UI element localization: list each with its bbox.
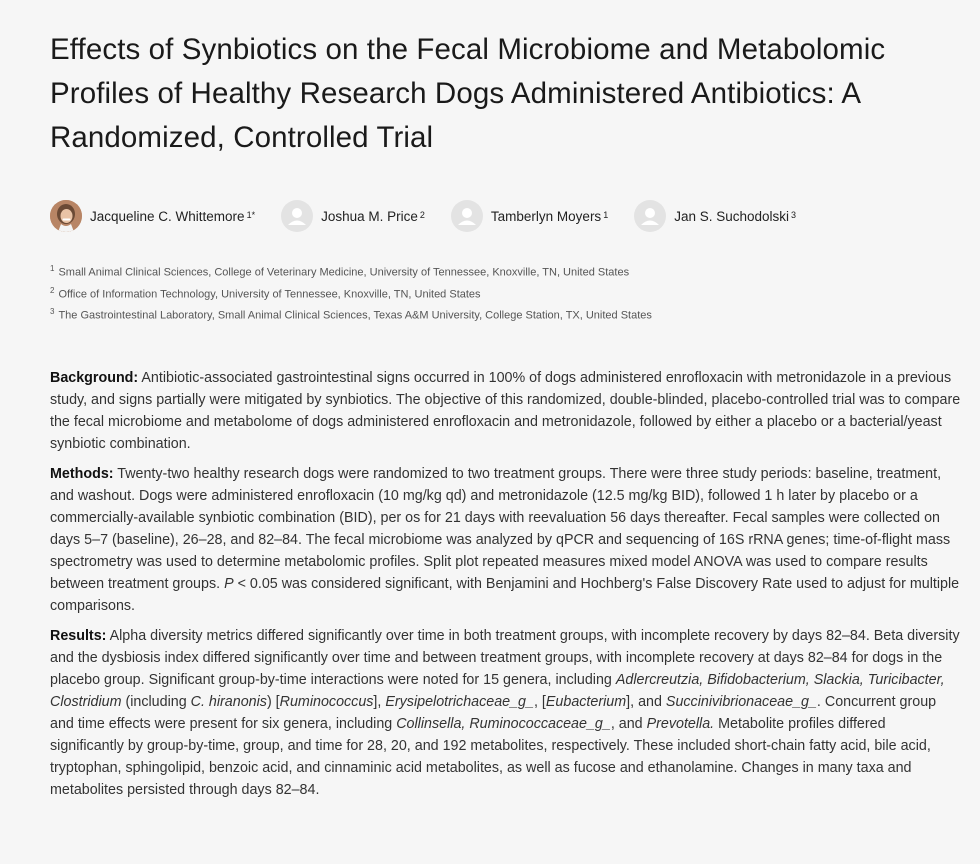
author-name: Joshua M. Price — [321, 208, 418, 224]
affiliation-list — [50, 260, 652, 325]
abstract-results: Results: Alpha diversity metrics differed significantly over time in both treatment groups, with incomplete recovery by days 82–84. Beta diversity and the dysbiosis index differed significantly over time and between treatment groups, with incomplete recovery at days 82–84 for dogs in the placebo group. Significant group-by-time interactions were noted for 15 genera, including Adlercreutzia, Bifidobacterium, Slackia, Turicibacter, Clostridium (including C. hiranonis) [Ruminococcus], Erysipelotrichaceae_g_, [Eubacterium], and Succinivibrionaceae_g_. Concurrent group and time effects were present for six genera, including Collinsella, Ruminococcaceae_g_, and Prevotella. Metabolite profiles differed significantly by group-by-time, group, and time for 28, 20, and 192 metabolites, respectively. These included short-chain fatty acid, bile acid, tryptophan, sphingolipid, benzoic acid, and cinnaminic acid metabolites, as well as fucose and ethanolamine. Changes in many taxa and metabolites persisted through days 82–84. — [50, 628, 960, 798]
abstract-background: Background: Antibiotic-associated gastrointestinal signs occurred in 100% of dogs administered enrofloxacin with metronidazole in a previous study, and signs partially were mitigated by synbiotics. The objective of this randomized, double-blinded, placebo-controlled trial was to compare the fecal microbiome and metabolome of dogs administered enrofloxacin and metronidazole, followed by either a placebo or a bacterial/yeast synbiotic combination. — [50, 370, 961, 452]
author-affil-sup: 2 — [419, 210, 425, 220]
author-3[interactable] — [451, 200, 608, 232]
abstract-methods: Methods: Twenty-two healthy research dogs were randomized to two treatment groups. There were three study periods: baseline, treatment, and washout. Dogs were administered enrofloxacin (10 mg/kg qd) and metronidazole (12.5 mg/kg BID), followed 1 h later by placebo or a commercially-available synbiotic combination (BID), per os for 21 days with reevaluation 56 days thereafter. Fecal samples were collected on days 5–7 (baseline), 26–28, and 82–84. The fecal microbiome was analyzed by qPCR and sequencing of 16S rRNA genes; time-of-flight mass spectrometry was used to determine metabolomic profiles. Split plot repeated measures mixed model ANOVA was used to compare results between treatment groups. P < 0.05 was considered significant, with Benjamini and Hochberg's False Discovery Rate used to adjust for multiple comparisons. — [50, 466, 960, 614]
author-name: Jan S. Suchodolski — [674, 208, 790, 224]
author-1[interactable] — [50, 200, 255, 232]
author-name: Jacqueline C. Whittemore — [90, 208, 245, 224]
author-affil-sup: 1* — [246, 210, 256, 220]
affiliation-item: $^2$ Office of Information Technology, University of Tennessee, Knoxville, TN, United States — [50, 285, 481, 301]
user-placeholder-icon — [451, 200, 483, 232]
author-2[interactable] — [281, 200, 425, 232]
user-placeholder-icon — [281, 200, 313, 232]
author-name: Tamberlyn Moyers — [490, 208, 602, 224]
affiliation-item: $^1$ Small Animal Clinical Sciences, College of Veterinary Medicine, University of Tennessee, Knoxville, TN, United States — [50, 264, 630, 279]
article-title: Effects of Synbiotics on the Fecal Microbiome and Metabolomic Profiles of Healthy Research Dogs Administered Antibiotics: A Randomized, Controlled Trial — [50, 33, 886, 154]
abstract — [50, 367, 962, 809]
author-list — [50, 200, 822, 232]
author-photo-avatar — [50, 200, 82, 232]
affiliation-item: $^3$ The Gastrointestinal Laboratory, Small Animal Clinical Sciences, Texas A&M University, College Station, TX, United States — [50, 307, 652, 322]
author-4[interactable] — [634, 200, 796, 232]
user-placeholder-icon — [634, 200, 666, 232]
author-affil-sup: 1 — [603, 210, 609, 220]
author-affil-sup: 3 — [791, 210, 797, 220]
